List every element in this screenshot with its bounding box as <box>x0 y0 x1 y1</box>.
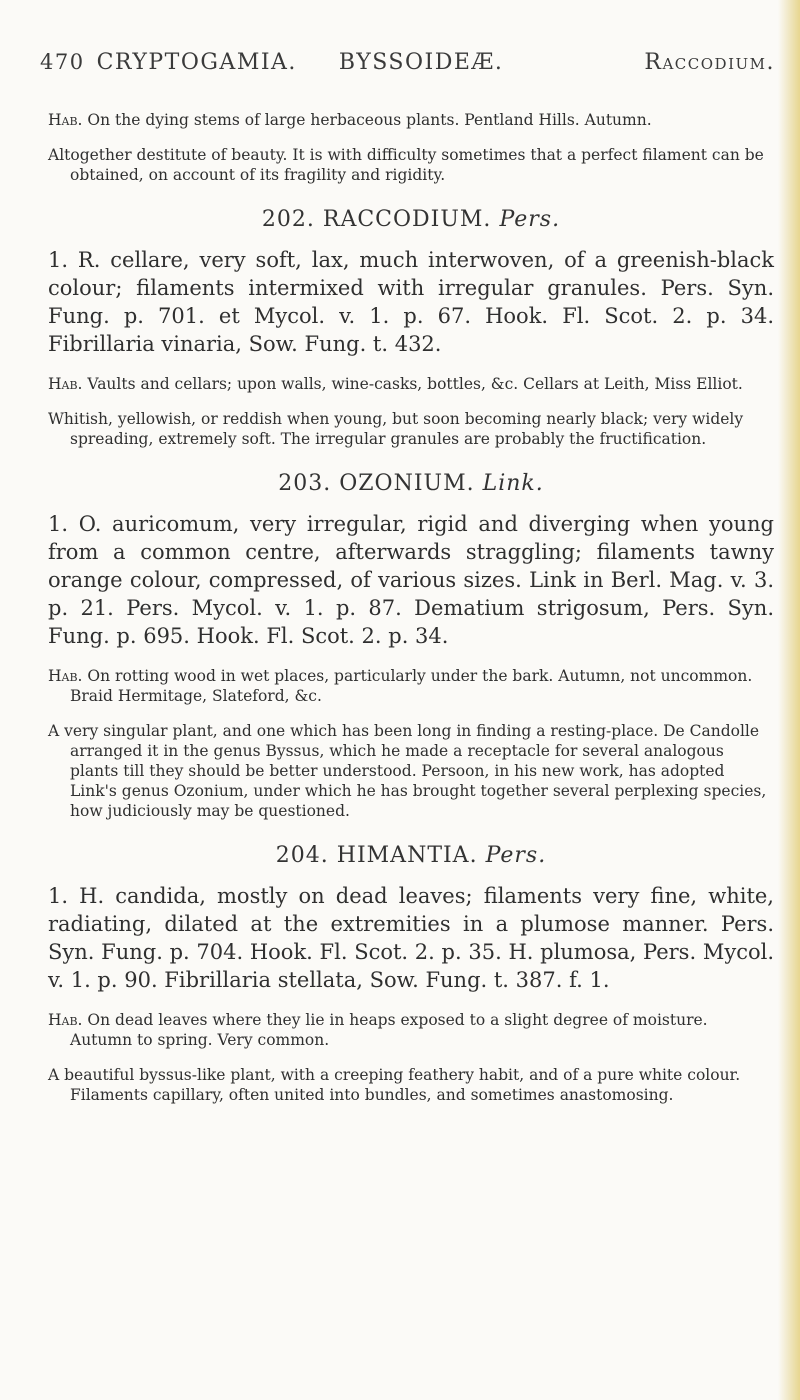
page-body <box>48 94 774 1121</box>
header-genus: Raccodium. <box>644 50 775 75</box>
species-note: Whitish, yellowish, or reddish when young, but soon becoming nearly black; very widely spreading, extremely soft. The irregular granules are probably the fructification. <box>48 410 744 448</box>
header-class: CRYPTOGAMIA. <box>96 50 297 75</box>
species-description: 1. R. cellare, very soft, lax, much interwoven, of a greenish-black colour; filaments intermixed with irregular granules. Pers. Syn. Fung. p. 701. et Mycol. v. 1. p. 67. Hook. Fl. Scot. 2. p. 34. Fibrillaria vinaria, Sow. Fung. t. 432. <box>48 248 774 356</box>
genus-heading-ozonium: 203. OZONIUM. Link. <box>278 471 544 496</box>
genus-heading-himantia: 204. HIMANTIA. Pers. <box>275 843 547 868</box>
species-note: A beautiful byssus-like plant, with a creeping feathery habit, and of a pure white colour. Filaments capillary, often united into bundles, and sometimes anastomosing. <box>48 1066 741 1104</box>
species-note: A very singular plant, and one which has been long in finding a resting-place. De Candolle arranged it in the genus Byssus, which he made a receptacle for several analogous plants till they should be better understood. Persoon, in his new work, has adopted Link's genus Ozonium, under which he has brought together several perplexing species, how judiciously may be questioned. <box>48 722 767 820</box>
species-habitat: Hab. Vaults and cellars; upon walls, wine-casks, bottles, &c. Cellars at Leith, Miss Elliot. <box>48 374 743 393</box>
header-order: BYSSOIDEÆ. <box>338 50 504 75</box>
intro-note: Altogether destitute of beauty. It is with difficulty sometimes that a perfect filament can be obtained, on account of its fragility and rigidity. <box>48 146 764 184</box>
running-header <box>40 50 775 75</box>
intro-habitat: Hab. On the dying stems of large herbaceous plants. Pentland Hills. Autumn. <box>48 110 652 129</box>
genus-heading-raccodium: 202. RACCODIUM. Pers. <box>261 207 561 232</box>
species-description: 1. O. auricomum, very irregular, rigid and diverging when young from a common centre, afterwards straggling; filaments tawny orange colour, compressed, of various sizes. Link in Berl. Mag. v. 3. p. 21. Pers. Mycol. v. 1. p. 87. Dematium strigosum, Pers. Syn. Fung. p. 695. Hook. Fl. Scot. 2. p. 34. <box>48 512 774 648</box>
species-habitat: Hab. On dead leaves where they lie in heaps exposed to a slight degree of moisture. Autumn to spring. Very common. <box>48 1010 708 1049</box>
page-number: 470 <box>40 50 85 74</box>
species-description: 1. H. candida, mostly on dead leaves; filaments very fine, white, radiating, dilated at the extremities in a plumose manner. Pers. Syn. Fung. p. 704. Hook. Fl. Scot. 2. p. 35. H. plumosa, Pers. Mycol. v. 1. p. 90. Fibrillaria stellata, Sow. Fung. t. 387. f. 1. <box>48 884 774 992</box>
page-edge <box>778 0 800 1400</box>
species-habitat: Hab. On rotting wood in wet places, particularly under the bark. Autumn, not uncommon. Braid Hermitage, Slateford, &c. <box>48 666 753 705</box>
